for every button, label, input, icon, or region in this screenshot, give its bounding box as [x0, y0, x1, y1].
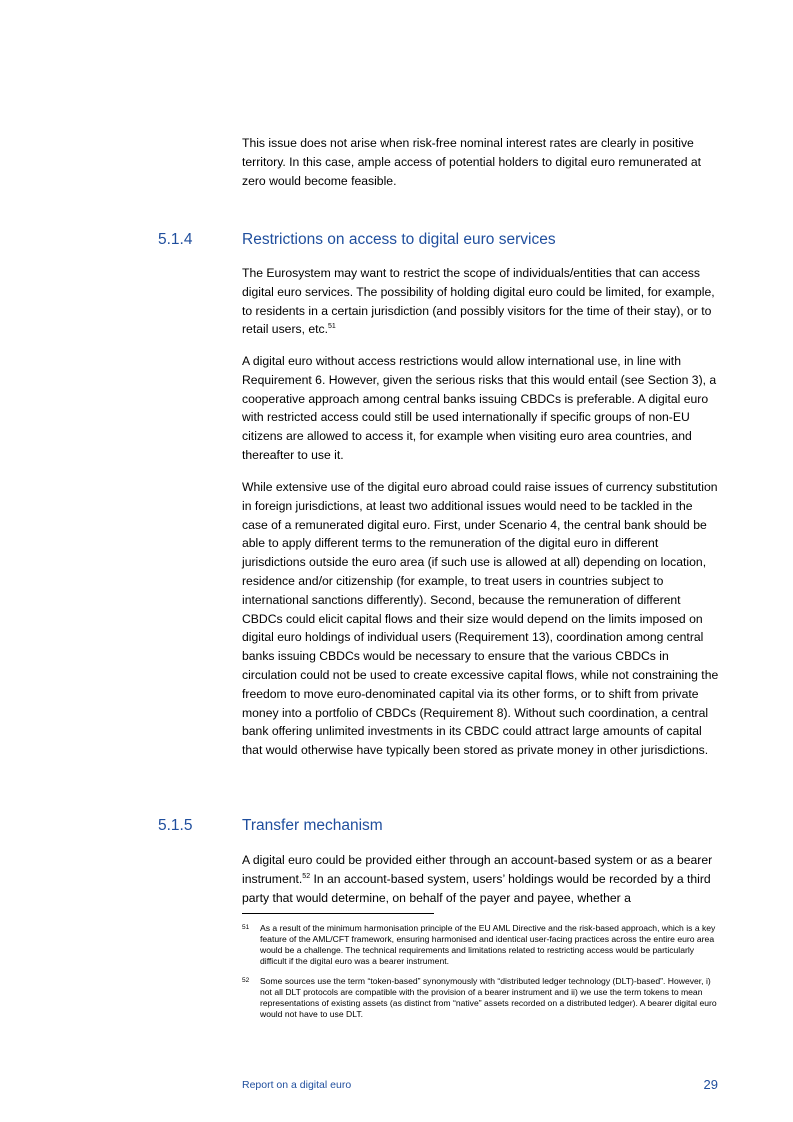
section-number-5-1-5: 5.1.5 — [158, 817, 193, 834]
footnote-number: 52 — [242, 977, 250, 984]
section-5-1-4-paragraph-2: A digital euro without access restrictions would allow international use, in line with Requirement 6. However, given the serious risks that this would entail (see Section 3), a cooperative approach among central banks issuing CBDCs is preferable. A digital euro with restricted access could still be used internationally if specific groups of non-EU citizens are allowed to access it, for example when visiting euro area countries, and thereafter to use it. — [242, 354, 717, 462]
paragraph-text: A digital euro could be provided either through an account-based system or as a bearer instrument. — [242, 853, 713, 886]
footnote-number: 51 — [242, 924, 250, 931]
section-5-1-4-paragraph-1 — [242, 264, 720, 339]
footnote-ref-51[interactable]: 51 — [328, 323, 336, 331]
footnote-text: Some sources use the term “token-based” synonymously with “distributed ledger technology (DLT)-based”. However, i) not all DLT protocols are compatible with the provision of a bearer instrument and ii) we use the term tokens to mean representations of existing assets (as distinct from “native” assets recorded on a distributed ledger). A bearer digital euro would not have to use DLT. — [260, 976, 717, 1019]
section-number-5-1-4: 5.1.4 — [158, 231, 193, 248]
footnote-ref-52[interactable]: 52 — [302, 872, 311, 880]
page-number: 29 — [703, 1077, 718, 1092]
paragraph-text: The Eurosystem may want to restrict the scope of individuals/entities that can access digital euro services. The possibility of holding digital euro could be limited, for example, to residents in a certain jurisdiction (and possibly visitors for the time of their stay), or to retail users, etc. — [242, 266, 715, 337]
footnote-divider — [242, 913, 434, 914]
intro-paragraph: This issue does not arise when risk-free nominal interest rates are clearly in positive territory. In this case, ample access of potential holders to digital euro remunerated at zero would become feasible. — [242, 136, 702, 188]
paragraph-text: In an account-based system, users’ holdings would be recorded by a third party that would determine, on behalf of the payer and payee, whether a — [242, 871, 711, 905]
footnote-51 — [242, 923, 720, 967]
footnote-text: As a result of the minimum harmonisation principle of the EU AML Directive and the risk-based approach, which is a key feature of the AML/CFT framework, ensuring harmonised and identical user-facing practices across the entire euro area would be a challenge. The technical requirements and limitations related to restricting access would be particularly difficult if the digital euro was a bearer instrument. — [260, 923, 716, 966]
footer-report-title: Report on a digital euro — [242, 1079, 352, 1091]
footnote-52 — [242, 976, 720, 1020]
section-title-5-1-4: Restrictions on access to digital euro services — [242, 231, 556, 248]
section-5-1-5-paragraph-1 — [242, 851, 720, 907]
section-5-1-4-paragraph-3: While extensive use of the digital euro abroad could raise issues of currency substitution in foreign jurisdictions, at least two additional issues would need to be tackled in the case of a remunerated digital euro. First, under Scenario 4, the central bank should be able to apply different terms to the remuneration of the digital euro in different jurisdictions outside the euro area (if such use is allowed at all) depending on location, residence and/or citizenship (for example, to treat users in countries subject to international sanctions differently). Second, because the remuneration of different CBDCs could elicit capital flows and their size would depend on the limits imposed on digital euro holdings of individual users (Requirement 13), coordination among central banks issuing CBDCs would be necessary to ensure that the various CBDCs in circulation could not be used to create excessive capital flows, while not constraining the freedom to move euro-denominated capital via its other forms, or to shift from private money into a portfolio of CBDCs (Requirement 8). Without such coordination, a central bank offering unlimited investments in its CBDC could attract large amounts of capital that would otherwise have typically been stored as private money in other jurisdictions. — [242, 480, 719, 758]
section-title-5-1-5: Transfer mechanism — [242, 817, 383, 834]
